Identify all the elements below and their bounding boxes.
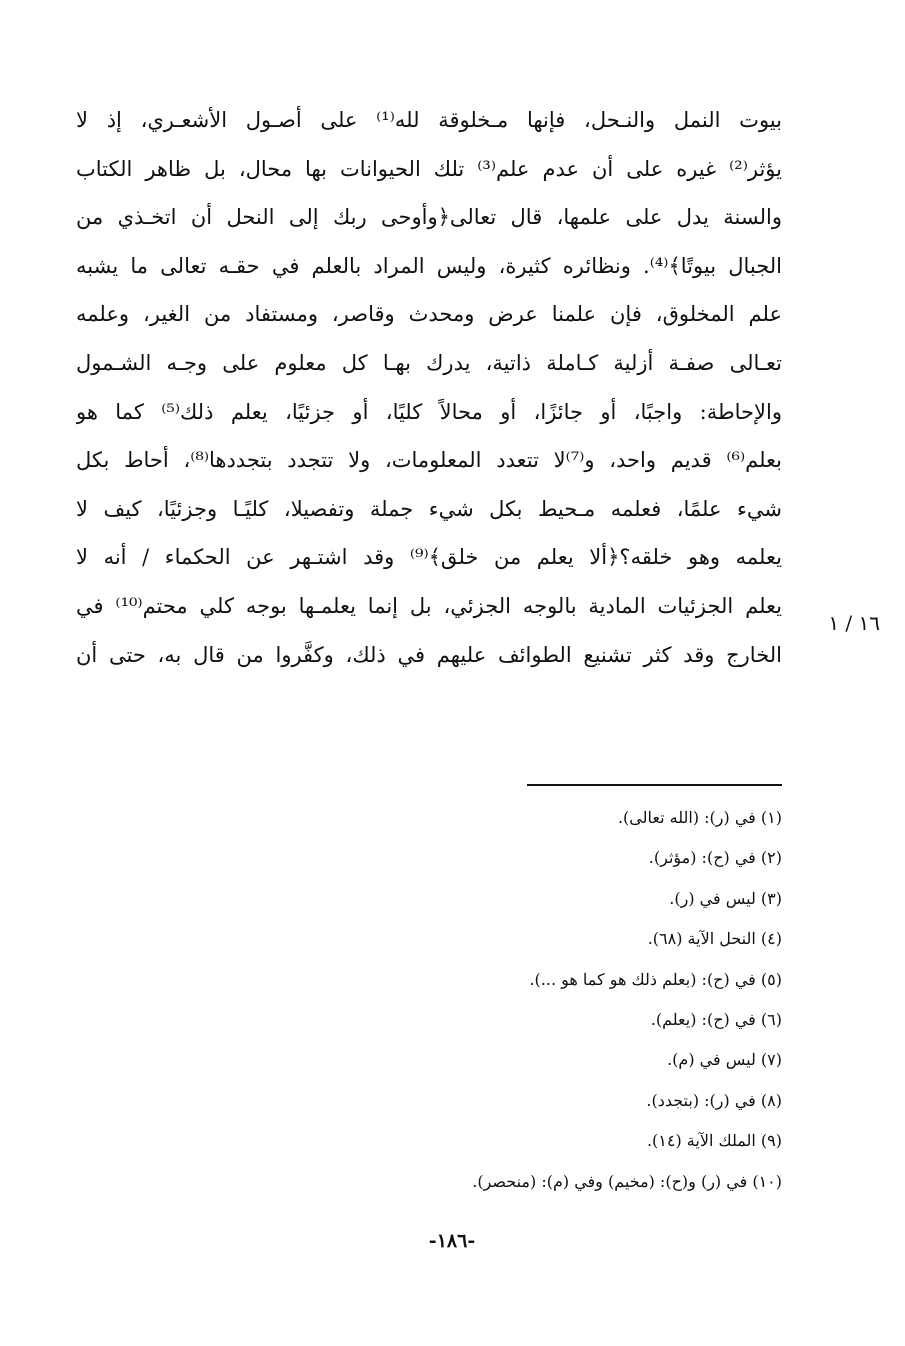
footnote: (٦) في (ح): (يعلم). <box>650 1009 782 1029</box>
footnote: (٧) ليس في (م). <box>667 1050 782 1070</box>
text-line: يؤثر⁽²⁾ غيره على أن عدم علم⁽³⁾ تلك الحيوانات بها محال، بل ظاهر الكتاب <box>76 156 782 181</box>
footnote: (٢) في (ح): (مؤثر). <box>648 848 782 868</box>
text-line: شيء علمًا، فعلمه مـحيط بكل شيء جملة وتفصيلا، كليًـا وجزئيًا، كيف لا <box>76 496 782 521</box>
footnote: (٣) ليس في (ر). <box>669 888 782 908</box>
text-line: الجبال بيوتًا﴾⁽⁴⁾. ونظائره كثيرة، وليس المراد بالعلم في حقـه تعالى ما يشبه <box>76 253 782 278</box>
main-text-block <box>76 96 782 679</box>
text-line: علم المخلوق، فإن علمنا عرض ومحدث وقاصر، ومستفاد من الغير، وعلمه <box>76 302 782 327</box>
footnote-separator <box>527 784 782 786</box>
footnote: (٤) النحل الآية (٦٨). <box>647 929 782 949</box>
footnote: (١٠) في (ر) و(ح): (مخيم) وفي (م): (منحصر). <box>472 1171 782 1191</box>
text-line: بعلم⁽⁶⁾ قديم واحد، و⁽⁷⁾لا تتعدد المعلومات، ولا تتجدد بتجددها⁽⁸⁾، أحاط بكل <box>76 448 782 473</box>
text-line: يعلم الجزئيات المادية بالوجه الجزئي، بل إنما يعلمـها بوجه كلي محتم⁽¹⁰⁾ في <box>76 593 782 618</box>
text-line: يعلمه وهو خلقه؟﴿ألا يعلم من خلق﴾⁽⁹⁾ وقد اشتـهر عن الحكماء / أنه لا <box>76 545 782 570</box>
footnotes-block <box>300 798 782 1202</box>
text-line: تعـالى صفـة أزلية كـاملة ذاتية، يدرك بهـا كل معلوم على وجـه الشـمول <box>76 350 782 375</box>
text-line: بيوت النمل والنـحل، فإنها مـخلوقة لله⁽¹⁾ على أصـول الأشعـري، إذ لا <box>76 108 782 132</box>
footnote: (٩) الملك الآية (١٤). <box>646 1131 782 1151</box>
footnote: (١) في (ر): (الله تعالى). <box>617 808 782 827</box>
footnote: (٥) في (ح): (بعلم ذلك هو كما هو ...). <box>529 969 782 989</box>
manuscript-folio-marker: ١٦ / ١ <box>828 611 880 635</box>
text-line: الخارج وقد كثر تشنيع الطوائف عليهم في ذلك، وكفَّروا من قال به، حتى أن <box>76 642 782 667</box>
text-line: والسنة يدل على علمها، قال تعالى﴿وأوحى ربك إلى النحل أن اتخـذي من <box>76 205 782 230</box>
footnote: (٨) في (ر): (بتجدد). <box>646 1090 782 1110</box>
text-line: والإحاطة: واجبًا، أو جائزًا، أو محالاً كليًا، أو جزئيًا، يعلم ذلك⁽⁵⁾ كما هو <box>76 399 782 424</box>
page-number: -١٨٦- <box>428 1230 476 1252</box>
